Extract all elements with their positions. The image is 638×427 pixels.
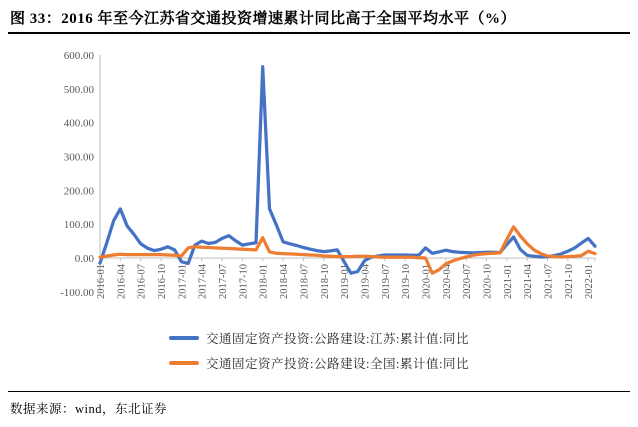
x-axis-tick-label: 2019-04: [360, 264, 372, 299]
chart-legend: [0, 329, 638, 372]
x-axis-tick-label: 2020-07: [462, 264, 474, 299]
figure-title: 图 33：2016 年至今江苏省交通投资增速累计同比高于全国平均水平（%）: [10, 11, 517, 27]
x-axis-tick-label: 2018-10: [319, 264, 331, 299]
x-axis-tick-label: 2020-01: [421, 264, 433, 299]
footer-divider: [8, 391, 630, 392]
x-axis-tick-label: 2020-04: [441, 264, 453, 299]
x-axis-tick-label: 2017-04: [197, 264, 209, 299]
y-axis-tick-label: 200.00: [63, 185, 94, 198]
x-axis-tick-label: 2018-04: [279, 264, 291, 299]
x-axis-tick-label: 2018-07: [299, 264, 311, 299]
y-axis-tick-label: 500.00: [63, 83, 94, 96]
y-axis-tick-label: 400.00: [63, 117, 94, 130]
jiangsu-line-swatch: [169, 336, 199, 340]
x-axis-tick-label: 2021-04: [523, 264, 535, 299]
legend-label-jiangsu: 交通固定资产投资:公路建设:江苏:累计值:同比: [206, 332, 469, 346]
title-divider: [8, 32, 630, 34]
y-axis-tick-label: 600.00: [63, 50, 94, 63]
x-axis-tick-label: 2019-01: [340, 264, 352, 299]
x-axis-tick-label: 2021-10: [563, 264, 575, 299]
legend-item-national: [169, 354, 469, 372]
y-axis-tick-label: 0.00: [74, 253, 94, 265]
y-axis-tick-label: 300.00: [63, 151, 94, 164]
x-axis-tick-label: 2016-10: [157, 264, 169, 299]
x-axis-tick-label: 2018-01: [258, 264, 270, 299]
line-chart: [0, 35, 638, 319]
x-axis-tick-label: 2017-07: [218, 264, 230, 299]
x-axis-tick-label: 2016-04: [116, 264, 128, 299]
x-axis-tick-label: 2021-07: [543, 264, 555, 299]
data-source: 数据来源：wind，东北证券: [10, 402, 168, 416]
x-axis-tick-label: 2019-10: [401, 264, 413, 299]
x-axis-tick-label: 2016-07: [136, 264, 148, 299]
y-axis-tick-label: -100.00: [60, 286, 94, 299]
national-line-swatch: [169, 361, 199, 365]
x-axis-tick-label: 2016-01: [96, 264, 107, 299]
x-axis-tick-label: 2022-01: [584, 264, 596, 299]
legend-item-jiangsu: [169, 329, 469, 347]
series-line-jiangsu: [100, 67, 595, 273]
legend-label-national: 交通固定资产投资:公路建设:全国:累计值:同比: [206, 357, 469, 371]
y-axis-tick-label: 100.00: [63, 219, 94, 232]
x-axis-tick-label: 2019-07: [380, 264, 392, 299]
x-axis-tick-label: 2017-01: [177, 264, 189, 299]
x-axis-tick-label: 2020-10: [482, 264, 494, 299]
x-axis-tick-label: 2021-01: [502, 264, 514, 299]
x-axis-tick-label: 2017-10: [238, 264, 250, 299]
